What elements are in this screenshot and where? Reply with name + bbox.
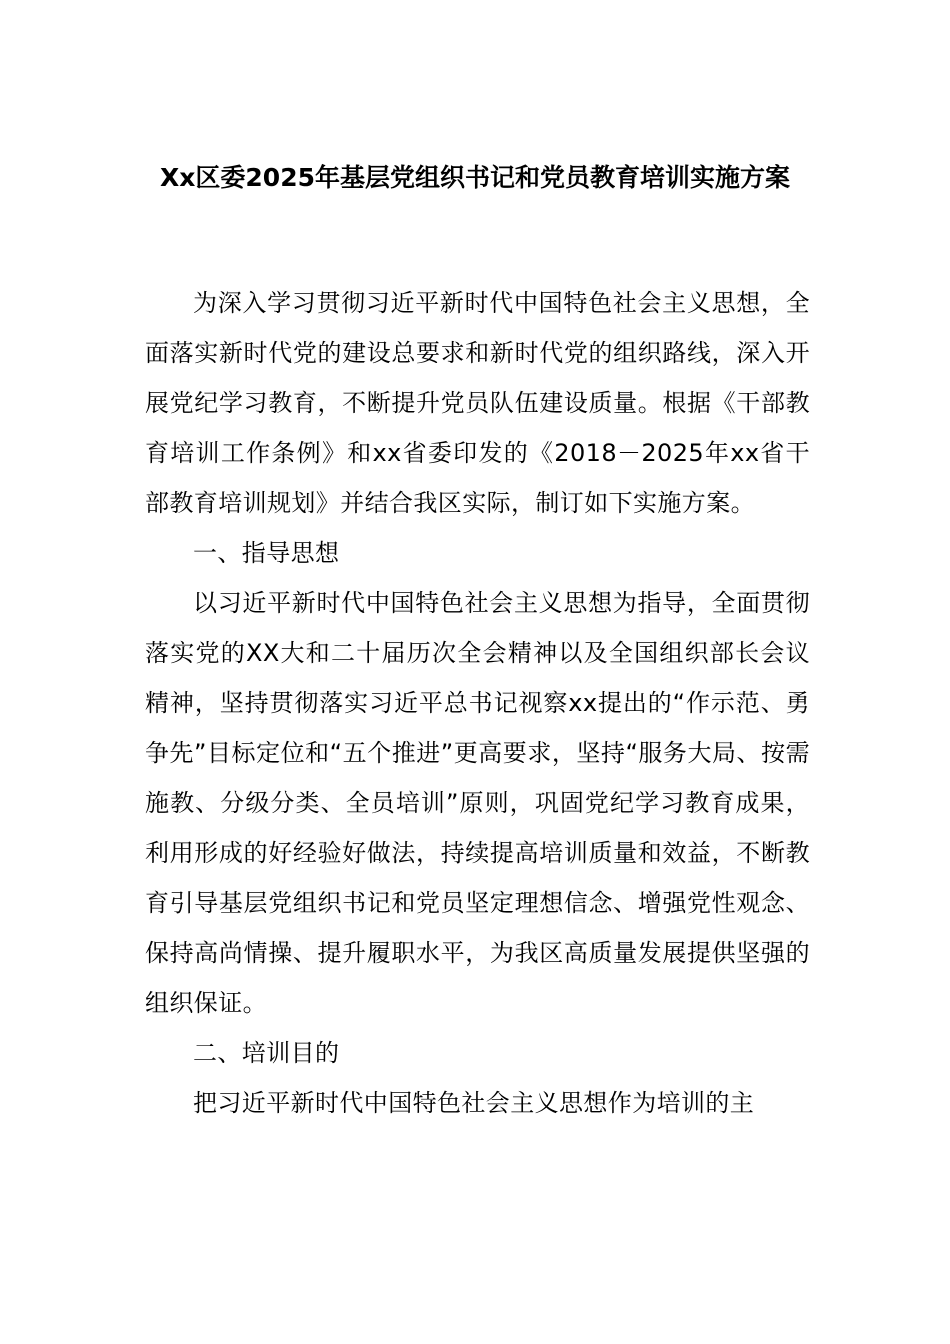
document-body bbox=[145, 278, 810, 1128]
paragraph-intro: 为深入学习贯彻习近平新时代中国特色社会主义思想，全面落实新时代党的建设总要求和新时代党的组织路线，深入开展党纪学习教育，不断提升党员队伍建设质量。根据《干部教育培训工作条例》和xx省委印发的《2018－2025年xx省干部教育培训规划》并结合我区实际，制订如下实施方案。 bbox=[145, 289, 810, 517]
section-heading-guiding-thought: 一、指导思想 bbox=[193, 539, 340, 567]
paragraph-guiding-thought: 以习近平新时代中国特色社会主义思想为指导，全面贯彻落实党的XX大和二十届历次全会精神以及全国组织部长会议精神，坚持贯彻落实习近平总书记视察xx提出的“作示范、勇争先”目标定位和“五个推进”更高要求，坚持“服务大局、按需施教、分级分类、全员培训”原则，巩固党纪学习教育成果，利用形成的好经验好做法，持续提高培训质量和效益，不断教育引导基层党组织书记和党员坚定理想信念、增强党性观念、保持高尚情操、提升履职水平，为我区高质量发展提供坚强的组织保证。 bbox=[145, 589, 810, 1017]
paragraph-training-purpose: 把习近平新时代中国特色社会主义思想作为培训的主 bbox=[193, 1089, 755, 1117]
section-heading-training-purpose: 二、培训目的 bbox=[193, 1039, 340, 1067]
document-title: Xx区委2025年基层党组织书记和党员教育培训实施方案 bbox=[160, 163, 790, 192]
